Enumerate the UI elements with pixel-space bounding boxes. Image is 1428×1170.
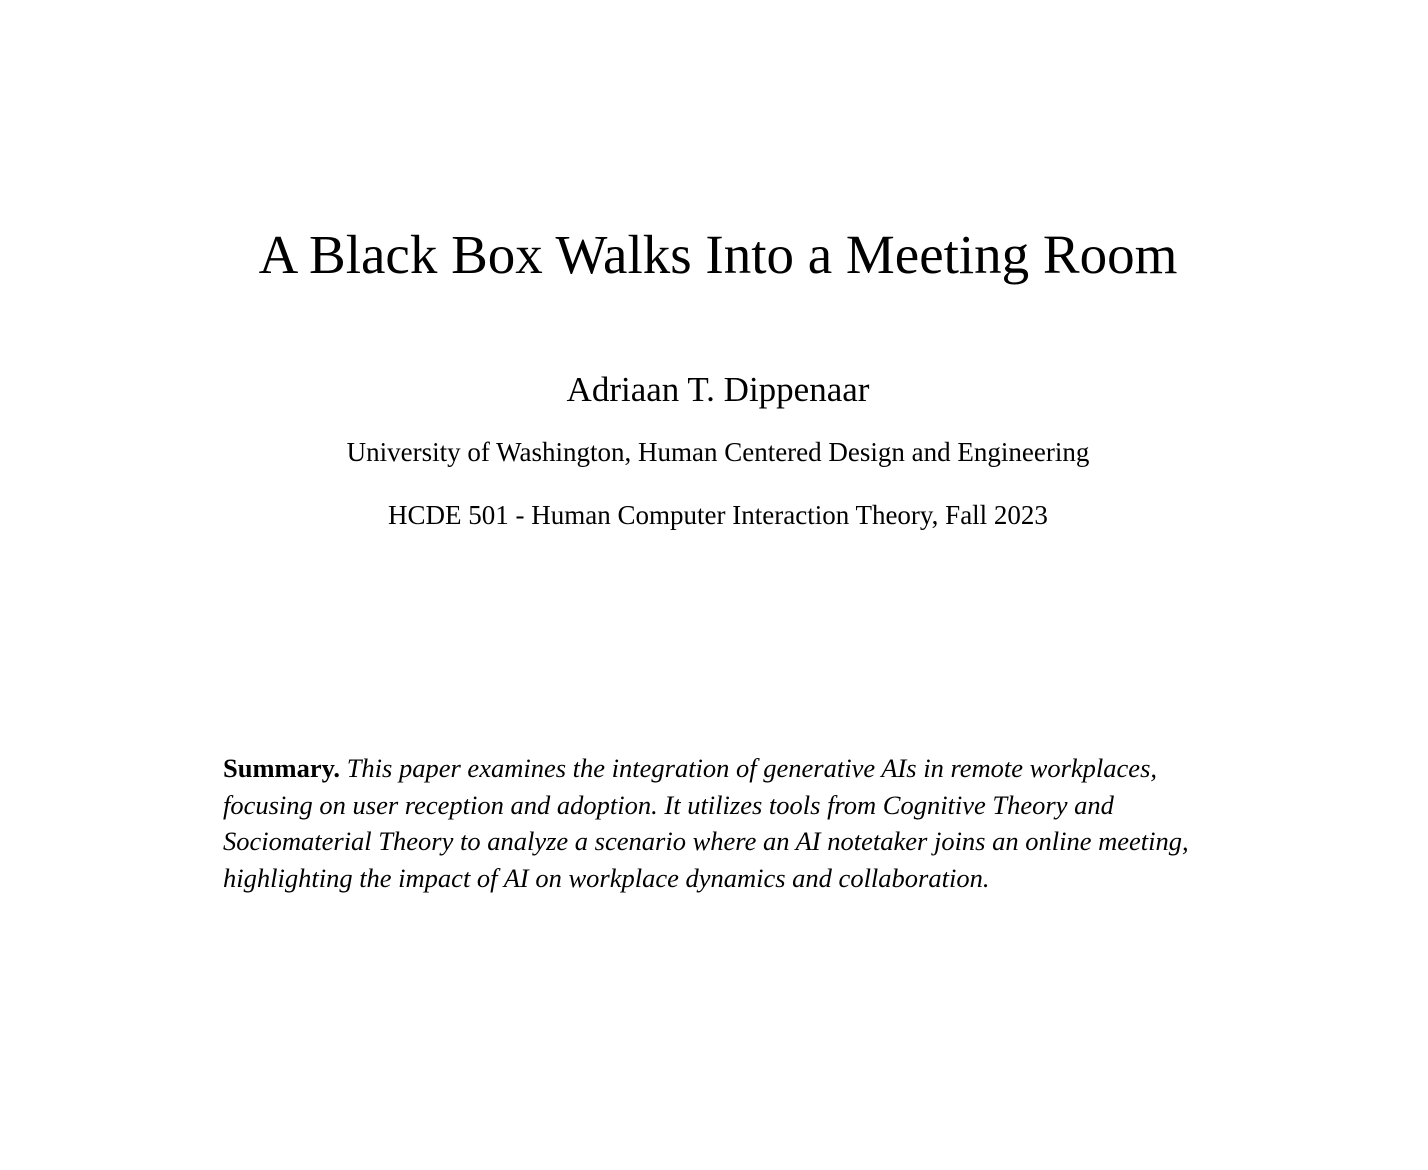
summary-paragraph [223,750,1203,896]
paper-title: A Black Box Walks Into a Meeting Room [258,224,1178,285]
summary-text: This paper examines the integration of generative AIs in remote workplaces, focusing on user reception and adoption. It utilizes tools from Cognitive Theory and Sociomaterial Theory to analyze a scenario where an AI notetaker joins an online meeting, highlighting the impact of AI on workplace dynamics and collaboration. [223,753,1189,893]
course-info: HCDE 501 - Human Computer Interaction Theory, Fall 2023 [388,500,1048,530]
summary-label: Summary. [223,753,341,783]
author-name: Adriaan T. Dippenaar [566,370,870,409]
author-affiliation: University of Washington, Human Centered Design and Engineering [346,437,1090,467]
